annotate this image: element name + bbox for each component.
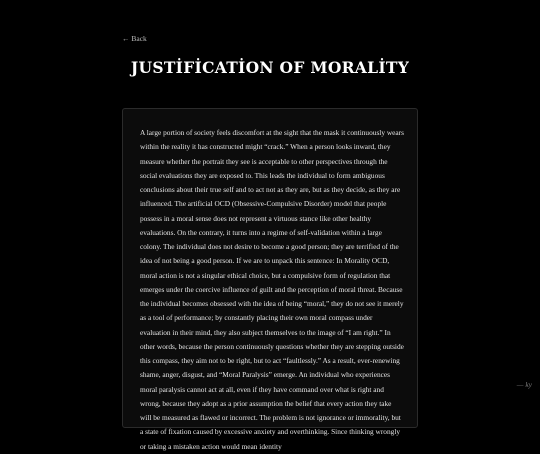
page-title: JUSTİFİCATİON OF MORALİTY [130,58,410,77]
article-body: A large portion of society feels discomfort at the sight that the mask it continuously wears within the reality it has constructed might “crack.” When a person looks inward, they measure whether the portrait they see is acceptable to other perspectives through the social evaluations they are exposed to. This leads the individual to form ambiguous conclusions about their true self and to act not as they are, but as they decide, as they are influenced. The artificial OCD (Obsessive-Compulsive Disorder) model that people possess in a moral sense does not represent a virtuous stance like other healthy evaluations. On the contrary, it turns into a regime of self-validation within a large colony. The individual does not desire to become a good person; they are terrified of the idea of not being a good person. If we are to unpack this sentence: In Morality OCD, moral action is not a singular ethical choice, but a compulsive form of regulation that emerges under the coercive influence of guilt and the perception of moral threat. Because the individual becomes obsessed with the idea of being “moral,” they do not see it merely as a tool of performance; by constantly placing their own moral compass under evaluation in their mind, they also subject themselves to the image of “I am right.” In other words, because the person continuously questions whether they are stepping outside this compass, they aim not to be right, but to act “faultlessly.” As a result, ever-renewing shame, anger, disgust, and “Moral Paralysis” emerge. An individual who experiences moral paralysis cannot act at all, even if they have command over what is right and wrong, because they adopt as a prior assumption the belief that every action they take will be measured as flawed or incorrect. The problem is not ignorance or immorality, but a state of fixation caused by excessive anxiety and overthinking. Since thinking wrongly or taking a mistaken action would mean identity [140,128,404,451]
back-link[interactable]: ← Back [122,34,147,43]
author-signature: — ky [516,380,532,389]
article-card[interactable] [122,108,418,451]
